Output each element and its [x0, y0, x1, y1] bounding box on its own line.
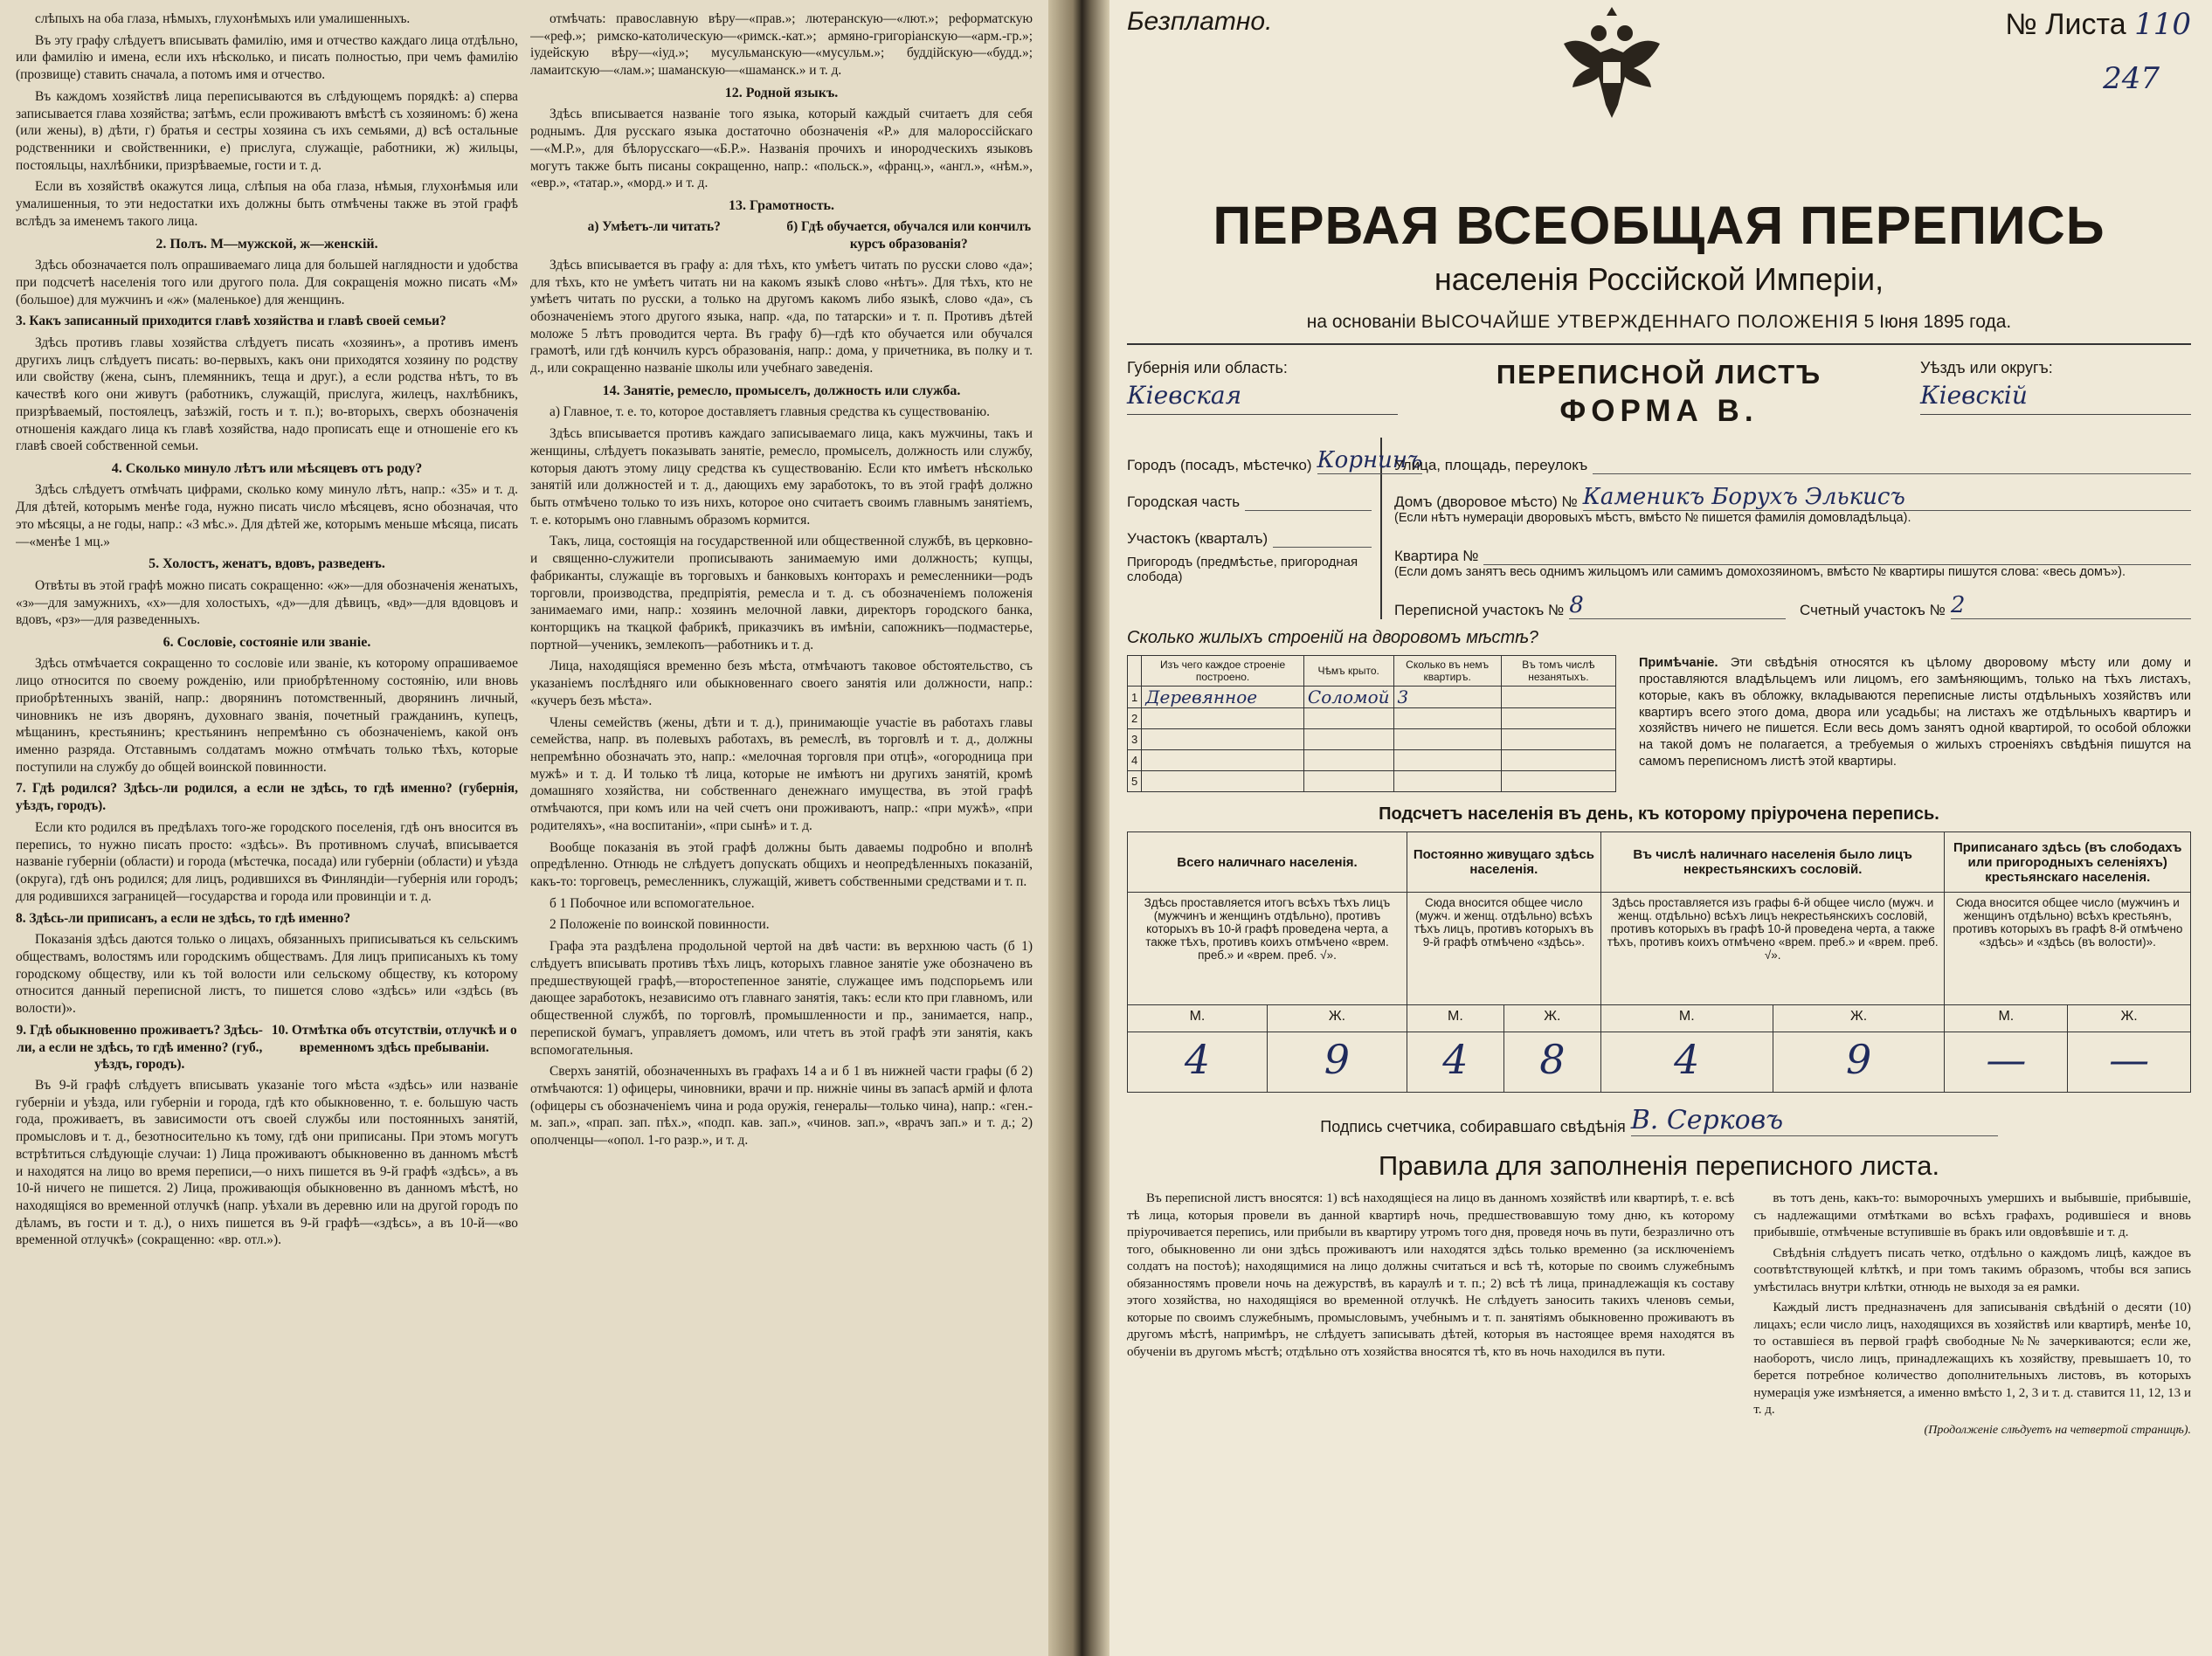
paragraph: Здѣсь отмѣчается сокращенно то сословіе или званіе, къ которому опрашиваемое лицо относится по своему рожденію, или приобрѣтенному состоянію, или вновь приобрѣтенныхъ званій, напр.: дворянинъ потомственный, дворянинъ личный, чиновникъ не изъ дворянъ, духовнаго званія, почетный гражданинъ, купецъ, мѣщанинъ, крестьянинъ; крестьянинъ непремѣнно съ обозначеніемъ, какой онъ именно разряда. Отставнымъ солдатамъ можно отмѣчать только тѣхъ, которые поступили на службу до общей воинской повинности.: [16, 656, 518, 775]
legal-post: 5 Іюня 1895 года.: [1863, 312, 2012, 332]
building-cell: [1501, 771, 1615, 792]
paragraph: Здѣсь противъ главы хозяйства слѣдуетъ писать «хозяинъ», а противъ именъ другихъ лицъ слѣдуетъ писать: во-первыхъ, какъ они приходятся хозяину по родству или свойству (жена, сынъ, племянникъ, теща и друг.), а если родства нѣтъ, то въ качествѣ кого они живутъ (работникъ, служащій, прислуга, жилецъ, нахлѣбникъ, призрѣваемый, постоялецъ, заѣзжій, гость и т. п.); во-вторыхъ, сверхъ обозначенія отношенія каждаго лица къ главѣ хозяйства, надо прописать еще и отношеніе его къ главѣ своей собственной семьи.: [16, 335, 518, 454]
building-cell: 4: [1128, 750, 1142, 771]
split-heading: [530, 218, 1033, 252]
paragraph: 2 Положеніе по воинской повинности.: [550, 917, 770, 933]
form-letter: ФОРМА В.: [1559, 394, 1759, 428]
split-heading-left: 9. Гдѣ обыкновенно проживаетъ? Здѣсь-ли, а если не здѣсь, то гдѣ именно? (губ., уѣздъ, городъ).: [16, 1022, 263, 1073]
left-page: [0, 0, 1048, 1656]
continued-note: (Продолженіе слѣдуетъ на четвертой страницѣ).: [1924, 1423, 2191, 1437]
house-field: Домъ (дворовое мѣсто) № Каменикъ Борухъ Элькисъ: [1394, 474, 2191, 511]
instructions-column-1: [16, 10, 518, 1646]
county-field: [1920, 359, 2191, 415]
paragraph: Если кто родился въ предѣлахъ того-же городского поселенія, гдѣ онъ вносится въ перепись, то нужно писать просто: «здѣсь». Въ противномъ случаѣ, вписывается названіе губерніи (области) и города (мѣстечка, посада) или губерніи (области) и уѣзда (округа), гдѣ онъ родился; для лицъ, родившихся въ Финляндіи—губернія или городъ; для родившихся заграницей—государства и города или провинціи и т. д.: [16, 819, 518, 904]
count-value: 4: [1128, 1032, 1268, 1093]
house-value: Каменикъ Борухъ Элькисъ: [1583, 484, 2191, 511]
county-label: Уѣздъ или округъ:: [1919, 359, 2053, 376]
count-value: 8: [1503, 1032, 1600, 1093]
rules-paragraph: Каждый листъ предназначенъ для записыванія свѣдѣній о десяти (10) лицахъ; если число лицъ, находящихся въ хозяйствѣ или квартирѣ, менѣе 10, то оставшіеся въ первой графѣ свободные №№ зачеркиваются; если же, наоборотъ, число лицъ, принадлежащихъ къ хозяйству, превышаетъ 10, то берется потребное количество дополнительныхъ листовъ, въ которыхъ нумерація уже измѣняется, а именно вмѣсто 1, 2, 3 и т. д. ставится 11, 12, 13 и т. д.: [1753, 1301, 2191, 1417]
building-cell: 5: [1128, 771, 1142, 792]
page-subtitle: населенія Россійской Имперіи,: [1434, 261, 1884, 297]
question-heading: 7. Гдѣ родился? Здѣсь-ли родился, а если не здѣсь, то гдѣ именно? (губернія, уѣздъ, городъ).: [16, 781, 518, 814]
paragraph: отмѣчать: православную вѣру—«прав.»; лютеранскую—«лют.»; реформатскую—«реф.»; римско-католическую—«римск.-кат.»; армяно-григоріанскую—«арм.-гр.»; іудейскую вѣру—«іуд.»; мусульманскую—«мусульм.»; буддійскую—«будд.»; ламаитскую—«лам.»; шаманскую—«шаманск.» и т. д.: [530, 11, 1033, 79]
signature-label: Подпись счетчика, собиравшаго свѣдѣнія: [1320, 1118, 1626, 1135]
page-title: ПЕРВАЯ ВСЕОБЩАЯ ПЕРЕПИСЬ: [1213, 196, 2105, 255]
sex-label: М.: [1945, 1005, 2068, 1032]
sex-label: М.: [1128, 1005, 1268, 1032]
count-description: Здѣсь проставляется итогъ всѣхъ тѣхъ лицъ (мужчинъ и женщинъ отдѣльно), противъ которыхъ въ 10-й графѣ проведена черта, а также тѣхъ, противъ коихъ отмѣчено «врем. преб.» и «врем. преб. √».: [1128, 893, 1407, 1005]
census-form-page: [1109, 0, 2212, 1656]
building-cell: 3: [1128, 729, 1142, 750]
bld-header: Сколько въ немъ квартиръ.: [1393, 656, 1501, 687]
paragraph: Здѣсь слѣдуетъ отмѣчать цифрами, сколько кому минуло лѣтъ, напр.: «35» и т. д. Для дѣтей, которымъ менѣе года, нужно писать число мѣсяцевъ, ясно обозначая, что это мѣсяцы, а не годы, напр.: «3 мѣс.». Для дѣтей же, которымъ меньше мѣсяца, писать—«менѣе 1 мц.»: [16, 482, 518, 549]
paragraph: Здѣсь вписывается противъ каждаго записываемаго лица, какъ мужчины, такъ и женщины, слѣдуетъ показывать занятіе, ремесло, промыселъ, должность или службу, которыя даютъ этому лицу средства къ существованію. Если кто имѣетъ нѣсколько занятій или должностей и т. д., дающихъ ему заработокъ, то въ этой графѣ должно быть отмѣчено только то изъ нихъ, которое оно считаетъ своимъ главнымъ занятіемъ, т. е. которымъ оно главнымъ образомъ кормится.: [530, 426, 1033, 528]
building-cell: [1393, 729, 1501, 750]
paragraph: Графа эта раздѣлена продольной чертой на двѣ части: въ верхнюю часть (б 1) слѣдуетъ вписывать противъ тѣхъ лицъ, которыхъ главное занятіе уже обозначено въ предшествующей графѣ,—второстепенное занятіе, служащее имъ подспорьемъ или дающее заработокъ, независимо отъ главнаго занятія, такъ: если кто при главномъ, или общественной службѣ, по торговлѣ, промышленности и пр., занимается, напр., перепиской бумагъ, управляетъ домомъ, или чтетъ въ этой графѣ эти занятія, какъ вспомогательныя.: [530, 939, 1033, 1058]
count-value: 4: [1407, 1032, 1503, 1093]
paragraph: б 1 Побочное или вспомогательное.: [550, 895, 755, 911]
sheet-number: [2005, 7, 2191, 42]
building-cell: 1: [1128, 687, 1142, 708]
section-heading: 14. Занятіе, ремесло, промыселъ, должность или служба.: [602, 383, 961, 398]
count-header: Всего наличнаго населенія.: [1128, 832, 1407, 893]
section-heading: 13. Грамотность.: [728, 197, 835, 213]
building-row: [1128, 729, 1616, 750]
rules-text: [1127, 1190, 2191, 1439]
legal-basis: [1127, 312, 2191, 333]
house-note: (Если нѣтъ нумераціи дворовыхъ мѣстъ, вмѣсто № пишется фамилія домовладѣльца).: [1394, 511, 1911, 525]
building-cell: [1501, 687, 1615, 708]
split-heading-left: а) Умѣетъ-ли читать?: [587, 219, 721, 235]
archive-number-handwritten: 247: [2103, 61, 2160, 96]
legal-caps: ВЫСОЧАЙШЕ УТВЕРЖДЕННАГО ПОЛОЖЕНІЯ: [1421, 312, 1859, 332]
street-field: Улица, площадь, переулокъ: [1394, 438, 2191, 474]
enumerator-signature: [1127, 1105, 2191, 1136]
sex-label: Ж.: [1773, 1005, 1945, 1032]
count-value: 4: [1600, 1032, 1773, 1093]
paragraph: Показанія здѣсь даются только о лицахъ, обязанныхъ приписываться къ сельскимъ обществамъ, волостямъ или городскимъ обществамъ. Для лицъ приписаныхъ къ тому городскому обществу, или къ той волости или сельскому обществу, къ которому относится данный переписной листъ, то пишется слово «здѣсь» или «здѣсь (въ волости)».: [16, 932, 518, 1017]
question-heading: 3. Какъ записанный приходится главѣ хозяйства и главѣ своей семьи?: [16, 314, 446, 329]
apartment-note: (Если домъ занятъ весь однимъ жильцомъ или самимъ домохозяиномъ, вмѣсто № квартиры пишутся слова: «весь домъ»).: [1394, 565, 2126, 579]
count-title: Подсчетъ населенія въ день, къ которому пріурочена перепись.: [1379, 804, 1939, 824]
building-cell: Соломой: [1303, 687, 1393, 708]
sex-label: Ж.: [1503, 1005, 1600, 1032]
rules-paragraph: Свѣдѣнія слѣдуетъ писать четко, отдѣльно о каждомъ лицѣ, каждое въ соотвѣтствующей клѣткѣ, и при томъ такимъ образомъ, чтобы вся запись умѣстилась внутри клѣтки, отнюдь не выходя за ея рамки.: [1753, 1245, 2191, 1294]
section-heading: 12. Родной языкъ.: [724, 85, 839, 100]
count-value: —: [2068, 1032, 2191, 1093]
book-gutter: [1048, 0, 1109, 1656]
section-heading: 4. Сколько минуло лѣтъ или мѣсяцевъ отъ роду?: [111, 461, 423, 476]
building-cell: Деревянное: [1142, 687, 1304, 708]
count-value: —: [1945, 1032, 2068, 1093]
paragraph: а) Главное, т. е. то, которое доставляетъ главныя средства къ существованію.: [550, 404, 990, 420]
form-type: [1497, 359, 1821, 429]
bld-header: Изъ чего каждое строеніе построено.: [1142, 656, 1304, 687]
building-cell: [1393, 771, 1501, 792]
question-heading: 8. Здѣсь-ли приписанъ, а если не здѣсь, то гдѣ именно?: [16, 910, 351, 926]
governorate-field: [1127, 359, 1398, 415]
address-block: [1127, 438, 2191, 619]
building-row: [1128, 771, 1616, 792]
sex-label: М.: [1600, 1005, 1773, 1032]
paragraph: Лица, находящіяся временно безъ мѣста, отмѣчаютъ таковое обстоятельство, съ указаніемъ послѣдняго или обыкновеннаго своего занятія или должности, напр.: «кучеръ безъ мѣста».: [530, 659, 1033, 708]
divider: [1127, 343, 2191, 345]
double-headed-eagle-emblem-icon: [1546, 0, 1677, 131]
count-header: Въ числѣ наличнаго населенія было лицъ некрестьянскихъ сословій.: [1600, 832, 1945, 893]
counting-district-value: 2: [1951, 592, 2191, 619]
count-description: Здѣсь проставляется изъ графы 6-й общее число (мужч. и женщ. отдѣльно) всѣхъ лицъ некрестьянскихъ сословій, противъ которыхъ въ графѣ 10-й проведена черта, а также тѣхъ, противъ коихъ отмѣчено «врем. преб.» и «врем. преб. √».: [1600, 893, 1945, 1005]
split-heading: [16, 1022, 518, 1073]
paragraph: Здѣсь вписывается названіе того языка, который каждый считаетъ для себя роднымъ. Для русскаго языка достаточно обозначенія «Р.» для малороссійскаго—«М.Р.», для бѣлорусскаго—«Б.Р.». Названія прочихъ и инородческихъ языковъ могутъ также быть писаны сокращенно, напр.: «польск.», «франц.», «англ.», «нѣм.», «евр.», «татар.», «морд.» и т. д.: [530, 107, 1033, 191]
bld-header: Въ томъ числѣ незанятыхъ.: [1501, 656, 1615, 687]
section-heading: 6. Сословіе, состояніе или званіе.: [162, 634, 371, 650]
city-part-field: Городская часть: [1127, 474, 1372, 511]
suburb-field: Пригородъ (предмѣстье, пригородная слобода): [1127, 555, 1358, 584]
paragraph: Здѣсь обозначается полъ опрашиваемаго лица для большей наглядности и удобства при подсчетѣ населенія того или другого пола. Для сокращенія можно писать «М» (большое) для мужчинъ и «ж» (маленькое) для женщинъ.: [16, 258, 518, 307]
buildings-question: Сколько жилыхъ строеній на дворовомъ мѣстѣ?: [1127, 628, 1538, 647]
count-header: Постоянно живущаго здѣсь населенія.: [1407, 832, 1600, 893]
sex-label: Ж.: [2068, 1005, 2191, 1032]
building-cell: [1142, 708, 1304, 729]
population-count-table: [1127, 831, 2191, 1093]
building-cell: [1303, 771, 1393, 792]
paragraph: Сверхъ занятій, обозначенныхъ въ графахъ 14 а и б 1 въ нижней части графы (б 2) отмѣчаются: 1) офицеры, чиновники, врачи и пр. нижніе чины въ запасѣ армій и флота (офицеры съ обозначеніемъ чина и рода оружія, генералы—только чина), напр.: «ген.-м. зап.», «прап. зап. пѣх.», «подп. кав. зап.», «чинов. зап.», «врачъ зап.» и т. д.; 2) ополченцы—«опол. 1-го разр.», и т. д.: [530, 1064, 1033, 1149]
apartment-field: Квартира №: [1394, 528, 2191, 565]
building-cell: [1501, 750, 1615, 771]
section-heading: 5. Холостъ, женатъ, вдовъ, разведенъ.: [149, 556, 385, 572]
paragraph: Если въ хозяйствѣ окажутся лица, слѣпыя на оба глаза, нѣмыя, глухонѣмыя или умалишенныя, то эти недостатки ихъ должны быть отмѣчены также въ этой графѣ вслѣдъ за именемъ такого лица.: [16, 179, 518, 229]
precinct-field: Участокъ (кварталъ): [1127, 511, 1372, 548]
signature-value: В. Серковъ: [1631, 1105, 1998, 1136]
rules-paragraph: Въ переписной листъ вносятся: 1) всѣ находящіеся на лицо въ данномъ хозяйствѣ или квартирѣ, т. е. всѣ тѣ лица, которыя провели въ данной квартирѣ ночь, предшествовавшую тому дню, къ которому пріурочивается перепись, или прибыли въ квартиру утромъ того дня, проведя ночь въ пути, безразлично отъ того, обыкновенно ли они здѣсь проживаютъ или находятся здѣсь только временно (за исключеніемъ солдатъ на постоѣ); находящимися на лицо должны считаться и всѣ тѣ, которые по своимъ служебнымъ обязанностямъ провели ночь на дежурствѣ, въ караулѣ и т. п.; 2) всѣ тѣ лица, принадлежащія къ составу этого хозяйства, но находящіяся во временной отлучкѣ. Не слѣдуетъ заносить такихъ членовъ семьи, которые по своимъ служебнымъ, промысловымъ, учебнымъ и т. п. занятіямъ обыкновенно проживаютъ въ другомъ мѣстѣ, напримѣръ, не слѣдуетъ записывать дѣтей, которыя въ настоящее время находятся въ обученіи въ другомъ мѣстѣ; отдѣльно отъ хозяйства вносятся тѣ, кто въ ночь находился въ пути.: [1127, 1191, 1735, 1359]
split-heading-right: 10. Отмѣтка объ отсутствіи, отлучкѣ и о временномъ здѣсь пребываніи.: [271, 1022, 517, 1055]
governorate-value: Кіевская: [1127, 381, 1398, 415]
section-heading: 2. Полъ. М—мужской, ж—женскій.: [156, 236, 378, 252]
building-cell: 3: [1393, 687, 1501, 708]
governorate-label: Губернія или область:: [1127, 359, 1288, 376]
building-cell: [1393, 750, 1501, 771]
rules-paragraph: въ тотъ день, какъ-то: выморочныхъ умершихъ и выбывшіе, прибывшіе, съ надлежащими отмѣтками во всѣхъ графахъ, родившіеся и вновь прибывшіе, отмѣченые вступившіе въ бракъ или овдовѣвшіе и т. д.: [1753, 1191, 2191, 1239]
building-row: [1128, 750, 1616, 771]
sex-label: М.: [1407, 1005, 1503, 1032]
paragraph: Отвѣты въ этой графѣ можно писать сокращенно: «ж»—для обозначенія женатыхъ, «з»—для замужнихъ, «х»—для холостыхъ, «д»—для дѣвицъ, «вд»—для вдовцовъ и вдовъ, «рз»—для разведенныхъ.: [16, 577, 518, 628]
count-description: Сюда вносится общее число (мужчинъ и женщинъ отдѣльно) всѣхъ крестьянъ, противъ которыхъ въ графѣ 8-й отмѣчено «здѣсь» и «здѣсь (въ волости)».: [1945, 893, 2191, 1005]
building-cell: [1501, 708, 1615, 729]
building-cell: 2: [1128, 708, 1142, 729]
free-of-charge-label: Безплатно.: [1127, 7, 1273, 36]
buildings-table: [1127, 655, 1616, 792]
building-cell: [1142, 729, 1304, 750]
sheet-number-handwritten: 110: [2134, 7, 2191, 42]
building-cell: [1142, 771, 1304, 792]
city-value: Корнинъ: [1317, 447, 1423, 473]
legal-pre: на основаніи: [1306, 312, 1416, 332]
sex-label: Ж.: [1267, 1005, 1407, 1032]
paragraph: Вообще показанія въ этой графѣ должны быть даваемы подробно и вполнѣ опредѣленно. Отнюдь не слѣдуетъ допускать общихъ и неопредѣленныхъ показаній, какъ-то: торговецъ, ремесленникъ, служащій, живетъ собственными средствами и т. п.: [530, 839, 1033, 890]
building-cell: [1501, 729, 1615, 750]
building-cell: [1142, 750, 1304, 771]
paragraph: Такъ, лица, состоящія на государственной или общественной службѣ, въ церковно-и священно-служители прописывають занимаемую ими должность; купцы, фабриканты, служащіе въ торговыхъ и банковыхъ конторахъ и ремесленники—родъ торговли, производства, предпріятія, ремесла и т. д. съ обозначеніемъ положенія занимаемаго ими, напр.: хозяинъ мелочной лавки, директоръ городского банка, конторщикъ на ткацкой фабрикѣ, приказчикъ въ имѣніи, сапожникъ—подмастерье, портной—ученикъ, землекопъ—работникъ и т. д.: [530, 534, 1033, 652]
instructions-column-2: [530, 10, 1033, 1646]
paragraph: Члены семействъ (жены, дѣти и т. д.), принимающіе участіе въ работахъ главы семейства, напр. въ полевыхъ работахъ, въ ремеслѣ, въ торговлѣ и т. д., должны непремѣнно обозначать это, напр.: «мелочная торговля при отцѣ», «огородница при мужѣ» и т. д. И только тѣ лица, которые не имѣютъ ни другихъ занятій, кромѣ домашняго хозяйства, ни собственнаго денежнаго имущества, въ этой графѣ отмѣчаются, при комъ или на чей счетъ они проживаютъ, напр.: «при мужѣ», «при родителяхъ», «на воспитаніи», «при сынѣ» и т. д.: [530, 714, 1033, 833]
paragraph: Въ 9-й графѣ слѣдуетъ вписывать указаніе того мѣста «здѣсь» или названіе губерніи и уѣзда, или губерніи и города, гдѣ кто обыкновенно, т. е. большую часть года, проживаетъ, въ зависимости отъ своей службы или постоянныхъ занятій, промысловъ и т. д., безотносительно къ тому, гдѣ они приписаны. При этомъ могутъ встрѣтиться слѣдующіе случаи: 1) Лица проживаютъ обыкновенно въ данномъ мѣстѣ и находятся на лицо во время переписи,—о нихъ пишется въ 9-й графѣ «здѣсь», а въ 10-й ничего не пишется. 2) Лица, проживающія обыкновенно въ данномъ мѣстѣ, но находящіяся во временной отлучкѣ (напр. уѣхали въ деревню или на другой городъ по дѣламъ, въ гости и т. д.), о нихъ пишется въ 9-й графѣ—«здѣсь», а въ 10-й—«во временной отлучкѣ» (сокращенно: «вр. отл.»).: [16, 1077, 518, 1248]
census-district-value: 8: [1569, 592, 1786, 619]
building-cell: [1303, 708, 1393, 729]
building-row: [1128, 687, 1616, 708]
count-value: 9: [1773, 1032, 1945, 1093]
paragraph: Въ эту графу слѣдуетъ вписывать фамилію, имя и отчество каждаго лица отдѣльно, или фамилію и имена, если ихъ нѣсколько, и писать полностью, при чемъ фамилію (прозвище) ставить сначала, а потомъ имя и отчество.: [16, 32, 518, 83]
building-cell: [1303, 729, 1393, 750]
county-value: Кіевскій: [1920, 381, 2191, 415]
count-header: Приписанаго здѣсь (въ слободахъ или пригородныхъ селеніяхъ) крестьянскаго населенія.: [1945, 832, 2191, 893]
building-cell: [1393, 708, 1501, 729]
rules-title: Правила для заполненія переписного листа.: [1378, 1150, 1940, 1181]
census-districts: Переписной участокъ № 8 Счетный участокъ № 2: [1394, 583, 2191, 619]
paragraph: Здѣсь вписывается въ графу а: для тѣхъ, кто умѣетъ читать по русски слово «да»; для тѣхъ, кто не умѣетъ читать ни на какомъ языкѣ слово «нѣтъ». Для тѣхъ, кто не умѣетъ читать по русски, а только на другомъ какомъ либо языкѣ, слово «да», съ обозначеніемъ этого другого языка, напр. «да, по татарски» и т. п. Противъ дѣтей моложе 5 лѣтъ проводится черта. Въ графу б)—гдѣ кто обучается или обучался грамотѣ, или гдѣ кончилъ курсъ образованія, напр.: дома, у причетника, въ полку и т. д., или сокращенно названіе школы или учебнаго заведенія.: [530, 257, 1033, 376]
buildings-section: [1127, 655, 2191, 792]
split-heading-right: б) Гдѣ обучается, обучался или кончилъ курсъ образованія?: [786, 219, 1032, 252]
note-label: Примѣчаніе.: [1639, 656, 1718, 670]
building-cell: [1303, 750, 1393, 771]
building-row: [1128, 708, 1616, 729]
note-text: Эти свѣдѣнія относятся къ цѣлому дворовому мѣсту или дому и проставляются владѣльцемъ или лицомъ, его замѣняющимъ, только на тѣхъ листахъ, которые, какъ въ обложку, вкладываются переписные листы отдѣльныхъ хозяйствъ или квартиръ всего этого дома, двора или усадьбы; на листахъ же отдѣльныхъ квартиръ и хозяйствъ ничего не пишется. Если весь домъ занятъ одной квартирой, то особой обложки на такой домъ не полагается, а требуемыя о жилыхъ строеніяхъ свѣдѣнія пишутся на самомъ переписномъ листѣ этой квартиры.: [1639, 656, 2192, 769]
count-description: Сюда вносится общее число (мужч. и женщ. отдѣльно) всѣхъ тѣхъ лицъ, противъ которыхъ въ 9-й графѣ отмѣчено «здѣсь».: [1407, 893, 1600, 1005]
form-name: ПЕРЕПИСНОЙ ЛИСТЪ: [1496, 359, 1822, 390]
paragraph: слѣпыхъ на оба глаза, нѣмыхъ, глухонѣмыхъ или умалишенныхъ.: [35, 11, 411, 26]
city-field: Городъ (посадъ, мѣстечко) Корнинъ: [1127, 447, 1423, 473]
count-value: 9: [1267, 1032, 1407, 1093]
buildings-note: [1616, 655, 2191, 792]
form-header: [1127, 359, 2191, 429]
sheet-number-label: № Листа: [2005, 8, 2126, 41]
paragraph: Въ каждомъ хозяйствѣ лица переписываются въ слѣдующемъ порядкѣ: а) сперва записывается глава хозяйства; затѣмъ, если проживаютъ вмѣстѣ съ хозяиномъ: б) жена (или жены), в) дѣти, г) братья и сестры хозяина съ ихъ семьями, д) всѣ остальные родственники и свойственники, е) прислуга, служащіе, работники, ж) жильцы, постояльцы, нахлѣбники, призрѣваемые, гости и т. д.: [16, 88, 518, 173]
bld-header: Чѣмъ крыто.: [1303, 656, 1393, 687]
